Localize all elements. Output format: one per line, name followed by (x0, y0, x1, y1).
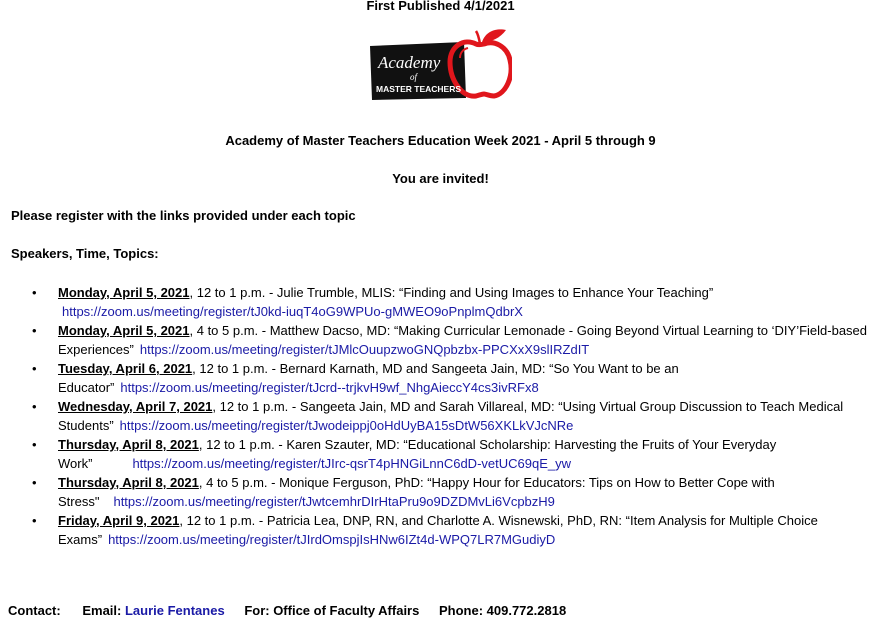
office-info: For: Office of Faculty Affairs (244, 603, 420, 618)
session-registration-link[interactable]: https://zoom.us/meeting/register/tJMlcOuupzwoGNQpbzbx-PPCXxX9slIRZdIT (139, 342, 590, 357)
speakers-heading: Speakers, Time, Topics: (11, 246, 159, 261)
contact-line (8, 603, 566, 618)
bullet-icon: • (32, 399, 37, 414)
register-instruction: Please register with the links provided under each topic (11, 208, 356, 223)
email-link[interactable]: Laurie Fentanes (124, 603, 225, 618)
session-registration-link[interactable]: https://zoom.us/meeting/register/tJwtcemhrDIrHtaPru9o9DZDMvLi6VcpbzH9 (113, 494, 555, 509)
session-details: , 4 to 5 p.m. - Matthew Dacso, MD: “Making Curricular Lemonade - Going Beyond Virtual Learning to ‘DIY’Field-based Experiences” (58, 323, 868, 357)
session-date: Monday, April 5, 2021 (58, 323, 190, 338)
session-date: Friday, April 9, 2021 (58, 513, 180, 528)
bullet-icon: • (32, 437, 37, 452)
session-date: Monday, April 5, 2021 (58, 285, 190, 300)
apple-logo-icon (368, 28, 512, 102)
email-label: Email: (82, 603, 122, 618)
bullet-icon: • (32, 285, 37, 300)
logo-word-master-teachers: MASTER TEACHERS (376, 84, 462, 94)
session-date: Thursday, April 8, 2021 (58, 437, 199, 452)
session-details: , 12 to 1 p.m. - Patricia Lea, DNP, RN, and Charlotte A. Wisnewski, PhD, RN: “Item Analysis for Multiple Choice Exams” (58, 513, 818, 547)
session-details: , 12 to 1 p.m. - Julie Trumble, MLIS: “Finding and Using Images to Enhance Your Teaching” (189, 285, 714, 300)
session-list (0, 283, 881, 549)
session-details: , 12 to 1 p.m. - Bernard Karnath, MD and Sangeeta Jain, MD: “So You Want to be an Educator” (58, 361, 679, 395)
session-registration-link[interactable]: https://zoom.us/meeting/register/tJwodeippj0oHdUyBA15sDtW56XKLkVJcNRe (119, 418, 574, 433)
phone-number: Phone: 409.772.2818 (438, 603, 567, 618)
session-item (0, 397, 881, 435)
session-details: , 12 to 1 p.m. - Sangeeta Jain, MD and Sarah Villareal, MD: “Using Virtual Group Discussion to Teach Medical Students” (58, 399, 844, 433)
session-item (0, 511, 881, 549)
event-title: Academy of Master Teachers Education Week 2021 - April 5 through 9 (225, 133, 656, 148)
session-item (0, 359, 881, 397)
session-registration-link[interactable]: https://zoom.us/meeting/register/tJIrdOmspjIsHNw6IZt4d-WPQ7LR7MGudiyD (108, 532, 556, 547)
session-item (0, 473, 881, 511)
bullet-icon: • (32, 361, 37, 376)
session-date: Tuesday, April 6, 2021 (58, 361, 193, 376)
session-registration-link[interactable]: https://zoom.us/meeting/register/tJIrc-qsrT4pHNGiLnnC6dD-vetUC69qE_yw (132, 456, 571, 471)
session-registration-link[interactable]: https://zoom.us/meeting/register/tJcrd--trjkvH9wf_NhgAieccY4cs3ivRFx8 (120, 380, 539, 395)
session-date: Wednesday, April 7, 2021 (58, 399, 213, 414)
session-item (0, 283, 881, 321)
logo-word-academy: Academy (378, 53, 441, 72)
session-item (0, 321, 881, 359)
published-date: First Published 4/1/2021 (366, 0, 515, 13)
logo-word-of: of (410, 72, 418, 82)
session-date: Thursday, April 8, 2021 (58, 475, 199, 490)
session-item (0, 435, 881, 473)
bullet-icon: • (32, 323, 37, 338)
session-details: , 12 to 1 p.m. - Karen Szauter, MD: “Educational Scholarship: Harvesting the Fruits of Your Everyday Work” (58, 437, 777, 471)
bullet-icon: • (32, 513, 37, 528)
session-details: , 4 to 5 p.m. - Monique Ferguson, PhD: “Happy Hour for Educators: Tips on How to Better Cope with Stress" (58, 475, 775, 509)
bullet-icon: • (32, 475, 37, 490)
invitation-line: You are invited! (392, 171, 489, 186)
academy-logo (368, 28, 512, 102)
contact-label: Contact: (8, 603, 61, 618)
session-registration-link[interactable]: https://zoom.us/meeting/register/tJ0kd-iuqT4oG9WPUo-gMWEO9oPnplmQdbrX (62, 304, 523, 319)
